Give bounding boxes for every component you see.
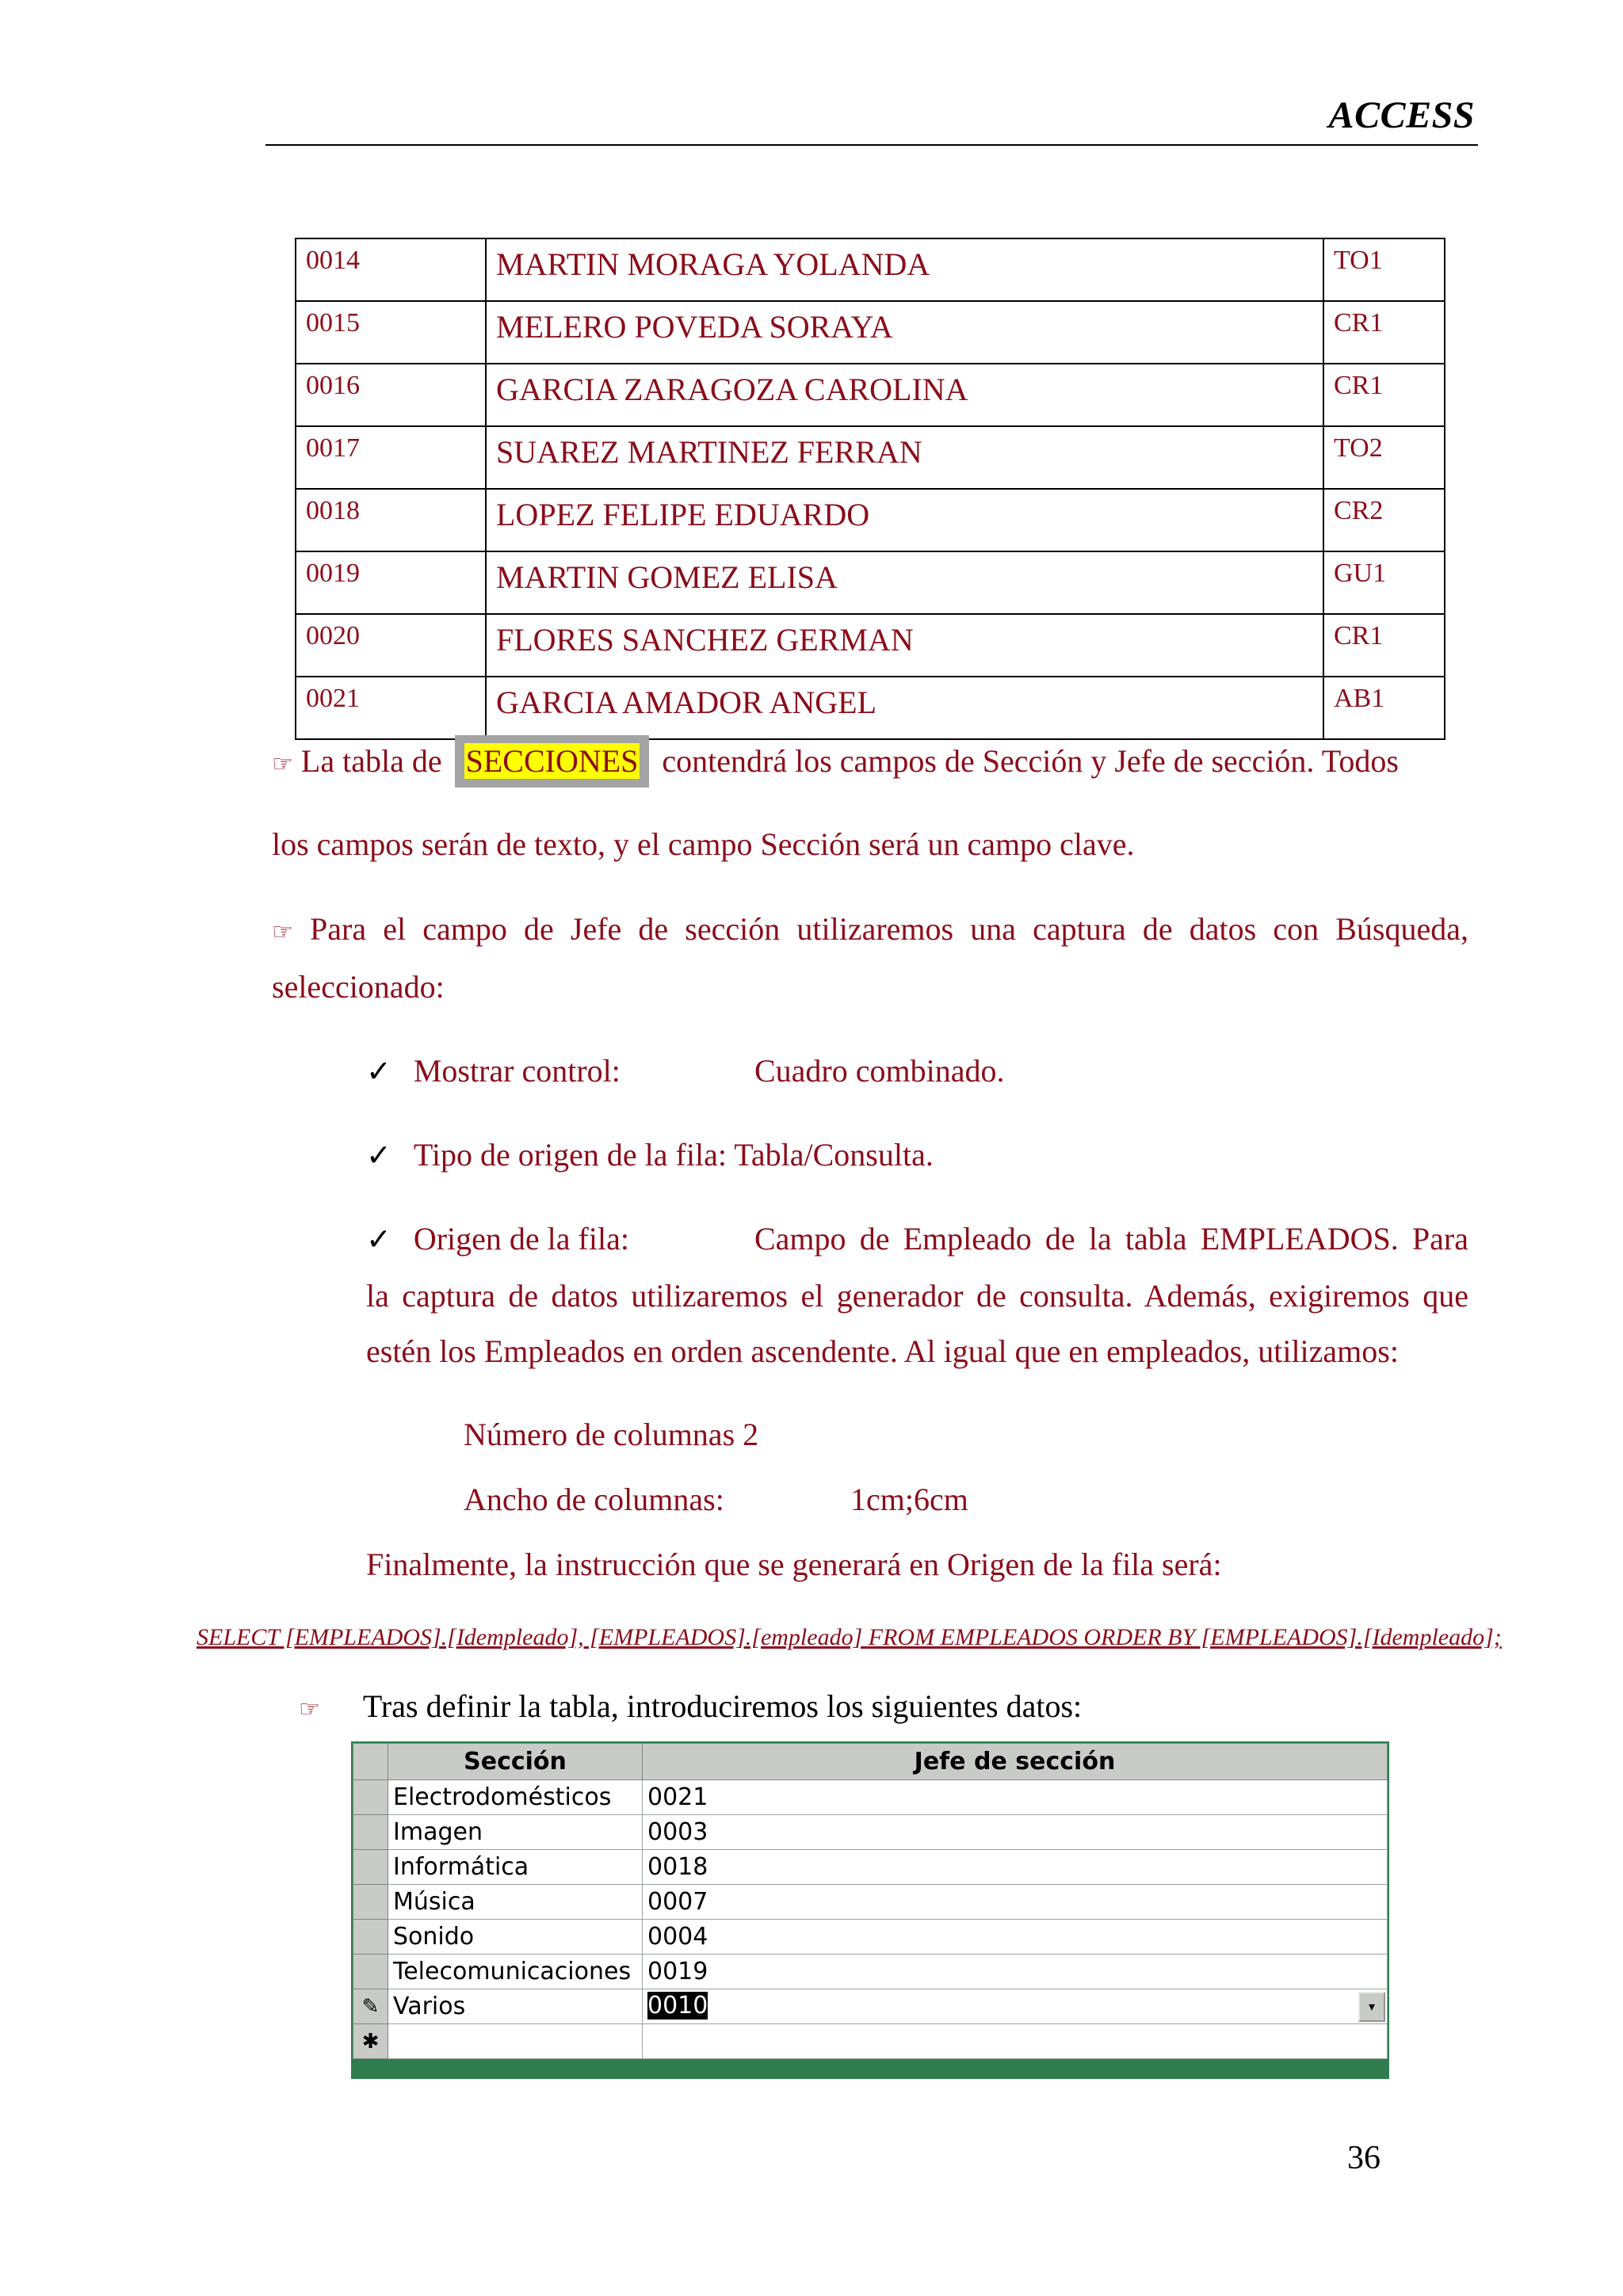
employee-category: TO1	[1323, 238, 1445, 301]
header-rule	[265, 144, 1478, 146]
column-width-label: Ancho de columnas:	[464, 1482, 724, 1517]
seccion-cell[interactable]: Informática	[388, 1850, 643, 1885]
paragraph-datos: ☞ Tras definir la tabla, introduciremos los siguientes datos:	[299, 1688, 1083, 1724]
pointing-hand-icon: ☞	[272, 918, 293, 946]
employee-category: AB1	[1323, 677, 1445, 739]
dropdown-arrow-icon[interactable]: ▾	[1358, 1992, 1385, 2022]
employee-row	[296, 238, 1445, 301]
seccion-cell[interactable]	[388, 2024, 643, 2059]
employee-category: GU1	[1323, 551, 1445, 614]
employee-name: MARTIN GOMEZ ELISA	[486, 551, 1323, 614]
datasheet-corner[interactable]	[353, 1744, 388, 1780]
jefe-cell[interactable]: 0021	[643, 1780, 1388, 1815]
datasheet-row[interactable]	[353, 1815, 1388, 1850]
employee-name: FLORES SANCHEZ GERMAN	[486, 614, 1323, 677]
column-header-seccion[interactable]: Sección	[388, 1744, 643, 1780]
record-selector[interactable]	[353, 1885, 388, 1920]
jefe-selected-value[interactable]: 0010	[647, 1991, 708, 2019]
check-mostrar-control: ✓ Mostrar control:	[366, 1053, 621, 1089]
record-selector[interactable]	[353, 1920, 388, 1955]
access-datasheet	[351, 1741, 1389, 2079]
employee-row	[296, 301, 1445, 364]
employee-row	[296, 426, 1445, 489]
employee-code: 0019	[296, 551, 486, 614]
employee-row	[296, 364, 1445, 426]
employee-code: 0016	[296, 364, 486, 426]
para2-line2: seleccionado:	[272, 969, 445, 1005]
check-mostrar-control-value: Cuadro combinado.	[754, 1053, 1005, 1089]
edit-pencil-icon[interactable]: ✎	[353, 1989, 388, 2024]
employee-category: CR1	[1323, 614, 1445, 677]
employee-row	[296, 614, 1445, 677]
sql-statement: SELECT [EMPLEADOS].[Idempleado], [EMPLEADOS].[empleado] FROM EMPLEADOS ORDER BY [EMPLEADOS].[Idempleado];	[197, 1624, 1502, 1650]
employee-category: CR1	[1323, 301, 1445, 364]
final-line: Finalmente, la instrucción que se generará en Origen de la fila será:	[366, 1547, 1222, 1582]
pointing-hand-icon: ☞	[299, 1695, 320, 1723]
employees-table	[295, 238, 1445, 740]
paragraph-secciones	[272, 733, 1468, 793]
jefe-cell[interactable]: 0003	[643, 1815, 1388, 1850]
jefe-cell[interactable]	[643, 2024, 1388, 2059]
record-selector[interactable]	[353, 1850, 388, 1885]
employee-name: GARCIA AMADOR ANGEL	[486, 677, 1323, 739]
employee-category: CR2	[1323, 489, 1445, 551]
employee-row	[296, 489, 1445, 551]
record-selector[interactable]	[353, 1815, 388, 1850]
seccion-cell[interactable]: Música	[388, 1885, 643, 1920]
datasheet-row[interactable]	[353, 2024, 1388, 2059]
jefe-cell[interactable]: 0004	[643, 1920, 1388, 1955]
record-selector[interactable]	[353, 1955, 388, 1989]
seccion-cell[interactable]: Imagen	[388, 1815, 643, 1850]
para1-rest: contendrá los campos de Sección y Jefe de sección. Todos	[662, 743, 1399, 779]
jefe-cell[interactable]: 0018	[643, 1850, 1388, 1885]
employee-category: TO2	[1323, 426, 1445, 489]
column-width-value: 1cm;6cm	[850, 1482, 968, 1517]
new-record-icon[interactable]: ✱	[353, 2024, 388, 2059]
seccion-cell[interactable]: Varios	[388, 1989, 643, 2024]
employee-code: 0017	[296, 426, 486, 489]
employee-name: MELERO POVEDA SORAYA	[486, 301, 1323, 364]
jefe-cell[interactable]	[643, 1989, 1388, 2024]
para2-line1: ☞ Para el campo de Jefe de sección utilizaremos una captura de datos con Búsqueda,	[272, 911, 1469, 947]
checkmark-icon: ✓	[366, 1138, 391, 1173]
checkmark-icon: ✓	[366, 1054, 391, 1089]
para1-lead: La tabla de	[300, 743, 442, 779]
datasheet-row[interactable]	[353, 1850, 1388, 1885]
datasheet-row[interactable]	[353, 1885, 1388, 1920]
datasheet-row[interactable]	[353, 1920, 1388, 1955]
num-columns-setting: Número de columnas 2	[464, 1417, 759, 1452]
header-title: ACCESS	[1328, 94, 1475, 136]
page-number: 36	[1347, 2140, 1381, 2176]
origin-continuation-1: la captura de datos utilizaremos el generador de consulta. Además, exigiremos que	[366, 1278, 1468, 1314]
column-header-jefe[interactable]: Jefe de sección	[643, 1744, 1388, 1780]
seccion-cell[interactable]: Sonido	[388, 1920, 643, 1955]
employee-name: SUAREZ MARTINEZ FERRAN	[486, 426, 1323, 489]
employee-name: MARTIN MORAGA YOLANDA	[486, 238, 1323, 301]
check-tipo-origen: ✓ Tipo de origen de la fila: Tabla/Consulta.	[366, 1137, 934, 1173]
employee-row	[296, 677, 1445, 739]
pointing-hand-icon: ☞	[272, 750, 293, 778]
employee-code: 0015	[296, 301, 486, 364]
employee-code: 0018	[296, 489, 486, 551]
employee-category: CR1	[1323, 364, 1445, 426]
employee-code: 0014	[296, 238, 486, 301]
datasheet-row[interactable]	[353, 1955, 1388, 1989]
employee-name: GARCIA ZARAGOZA CAROLINA	[486, 364, 1323, 426]
seccion-cell[interactable]: Electrodomésticos	[388, 1780, 643, 1815]
origin-continuation-2: estén los Empleados en orden ascendente. Al igual que en empleados, utilizamos:	[366, 1333, 1399, 1369]
jefe-cell[interactable]: 0007	[643, 1885, 1388, 1920]
seccion-cell[interactable]: Telecomunicaciones	[388, 1955, 643, 1989]
datasheet-row[interactable]	[353, 1989, 1388, 2024]
employee-row	[296, 551, 1445, 614]
check-origen-fila: ✓ Origen de la fila:	[366, 1221, 629, 1257]
datasheet-row[interactable]	[353, 1780, 1388, 1815]
secciones-highlight: SECCIONES	[455, 735, 650, 788]
jefe-cell[interactable]: 0019	[643, 1955, 1388, 1989]
record-selector[interactable]	[353, 1780, 388, 1815]
check-origen-fila-value: Campo de Empleado de la tabla EMPLEADOS. Para	[754, 1221, 1468, 1257]
employee-code: 0020	[296, 614, 486, 677]
para1-line2: los campos serán de texto, y el campo Sección será un campo clave.	[272, 826, 1135, 862]
employee-code: 0021	[296, 677, 486, 739]
checkmark-icon: ✓	[366, 1222, 391, 1257]
employee-name: LOPEZ FELIPE EDUARDO	[486, 489, 1323, 551]
